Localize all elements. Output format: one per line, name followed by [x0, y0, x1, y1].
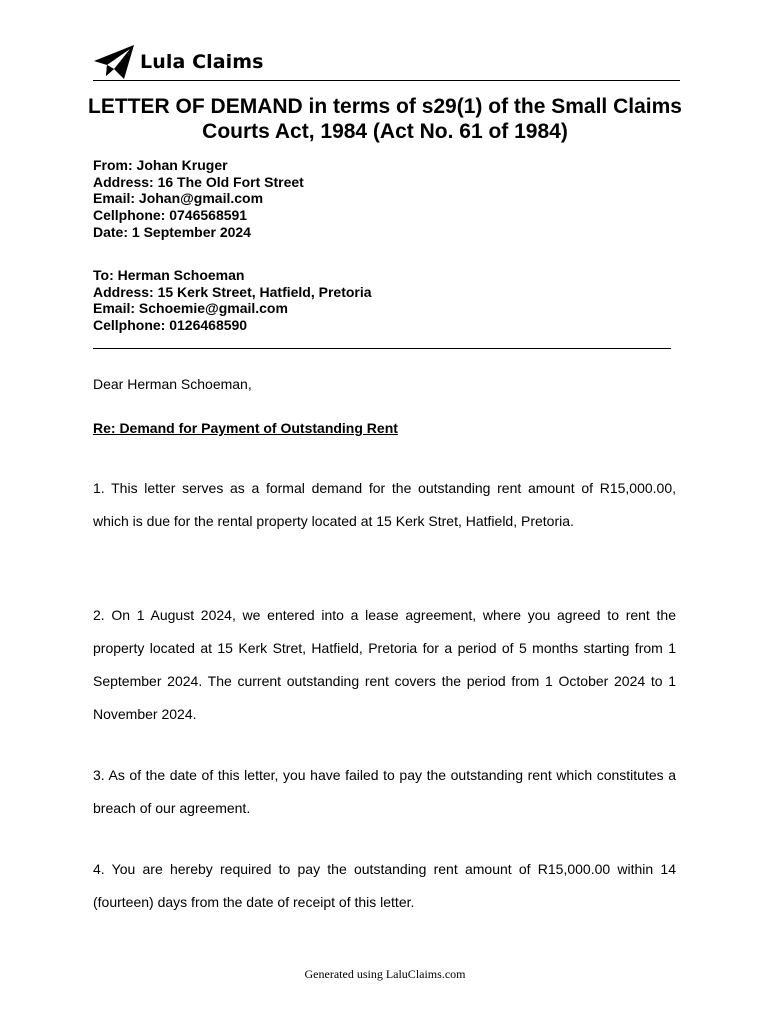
- sender-name: From: Johan Kruger: [93, 157, 228, 173]
- recipient-email: Email: Schoemie@gmail.com: [93, 300, 288, 317]
- subject-line: Re: Demand for Payment of Outstanding Rent: [93, 420, 398, 436]
- sender-cellphone: Cellphone: 0746568591: [93, 207, 248, 224]
- header-divider: [93, 80, 680, 81]
- sender-address: Address: 16 The Old Fort Street: [93, 173, 304, 190]
- brand-name: Lula Claims: [140, 51, 264, 73]
- recipient-cellphone: Cellphone: 0126468590: [93, 317, 248, 334]
- sender-details: [93, 157, 304, 241]
- paragraph-3: 3. As of the date of this letter, you have failed to pay the outstanding rent which constitutes a breach of our agreement.: [93, 767, 676, 816]
- brand-logo: [93, 42, 264, 82]
- footer-text: Generated using LaluClaims.com: [304, 967, 466, 981]
- document-title: LETTER OF DEMAND in terms of s29(1) of the Small Claims Courts Act, 1984 (Act No. 61 of 1984): [88, 95, 682, 143]
- salutation: Dear Herman Schoeman,: [93, 376, 252, 392]
- paragraph-1: 1. This letter serves as a formal demand for the outstanding rent amount of R15,000.00, which is due for the rental property located at 15 Kerk Stret, Hatfield, Pretoria.: [93, 480, 676, 529]
- sender-email: Email: Johan@gmail.com: [93, 190, 264, 207]
- paragraph-2: 2. On 1 August 2024, we entered into a lease agreement, where you agreed to rent the property located at 15 Kerk Stret, Hatfield, Pretoria for a period of 5 months starting from 1 September 2024. The current outstanding rent covers the period from 1 October 2024 to 1 November 2024.: [93, 607, 676, 722]
- recipient-address: Address: 15 Kerk Street, Hatfield, Pretoria: [93, 283, 372, 300]
- recipient-name: To: Herman Schoeman: [93, 267, 245, 283]
- letter-date: Date: 1 September 2024: [93, 223, 251, 240]
- paragraph-4: 4. You are hereby required to pay the outstanding rent amount of R15,000.00 within 14 (fourteen) days from the date of receipt of this letter.: [93, 861, 676, 910]
- recipient-details: [93, 267, 372, 334]
- paper-plane-icon: [93, 42, 135, 82]
- address-divider: [93, 348, 671, 349]
